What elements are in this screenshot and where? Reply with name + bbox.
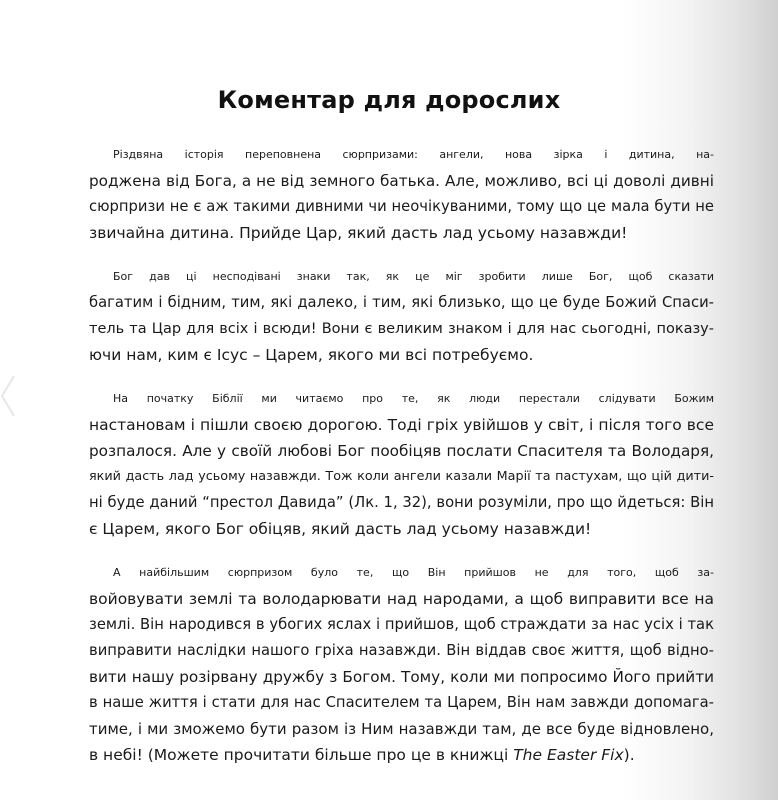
text-fragment: в небі! (Можете прочитати більше про це в книжці: [89, 746, 514, 764]
text-line: Різдвяна історія переповнена сюрпризами: ангели, нова зірка і дитина, на-: [113, 148, 714, 161]
text-line: А найбільшим сюрпризом було те, що Він прийшов не для того, щоб за-: [113, 566, 714, 579]
commentary-body: [89, 142, 714, 786]
text-line: тель та Цар для всіх і всюди! Вони є великим знаком і для нас сьогодні, показу-: [89, 321, 714, 337]
text-line: настановам і пішли своєю дорогою. Тоді гріх увійшов у світ, і після того все: [89, 416, 714, 434]
text-line: розпалося. Але у своїй любові Бог пообіцяв послати Спасителя та Володаря,: [89, 442, 714, 460]
text-line: багатим і бідним, тим, які далеко, і тим, які близько, що це буде Божий Спаси-: [89, 294, 714, 311]
chevron-left-icon[interactable]: [0, 372, 16, 420]
text-line: який дасть лад усьому назавжди. Тож коли ангели казали Марії та пастухам, що цій дити-: [89, 469, 714, 484]
paragraph-4: [89, 560, 714, 768]
text-line: є Царем, якого Бог обіцяв, який дасть лад усьому назавжди!: [89, 520, 592, 538]
book-title: The Easter Fix: [513, 746, 624, 764]
text-line-final: [89, 742, 714, 768]
paragraph-2: [89, 264, 714, 368]
page-title: Коментар для дорослих: [217, 86, 561, 114]
text-fragment: ).: [623, 746, 635, 764]
paragraph-1: [89, 142, 714, 246]
text-line: в наше життя і стати для нас Спасителем та Царем, Він нам завжди допомага-: [89, 694, 714, 711]
text-line: На початку Біблії ми читаємо про те, як люди перестали слідувати Божим: [113, 392, 714, 405]
text-line: вити нашу розірвану дружбу з Богом. Тому, коли ми попросимо Його прийти: [89, 668, 714, 686]
text-line: звичайна дитина. Прийде Цар, який дасть лад усьому назавжди!: [89, 224, 628, 242]
text-line: сюрпризи не є аж такими дивними чи неочікуваними, тому що це мала бути не: [89, 198, 714, 215]
text-line: ючи нам, ким є Ісус – Царем, якого ми всі потребуємо.: [89, 346, 534, 364]
text-line: тиме, і ми зможемо бути разом із Ним назавжди там, де все буде відновлено,: [89, 720, 714, 738]
paragraph-3: [89, 386, 714, 542]
text-line: роджена від Бога, а не від земного батька. Але, можливо, всі ці доволі дивні: [89, 172, 714, 190]
text-line: землі. Він народився в убогих яслах і прийшов, щоб страждати за нас усіх і так: [89, 616, 714, 633]
text-line: Бог дав ці несподівані знаки так, як це міг зробити лише Бог, щоб сказати: [113, 270, 714, 283]
text-line: войовувати землі та володарювати над народами, а щоб виправити все на: [89, 590, 714, 608]
text-line: виправити наслідки нашого гріха назавжди. Він віддав своє життя, щоб відно-: [89, 642, 714, 659]
text-line: ні буде даний “престол Давида” (Лк. 1, 32), вони розуміли, про що йдеться: Він: [89, 494, 714, 511]
